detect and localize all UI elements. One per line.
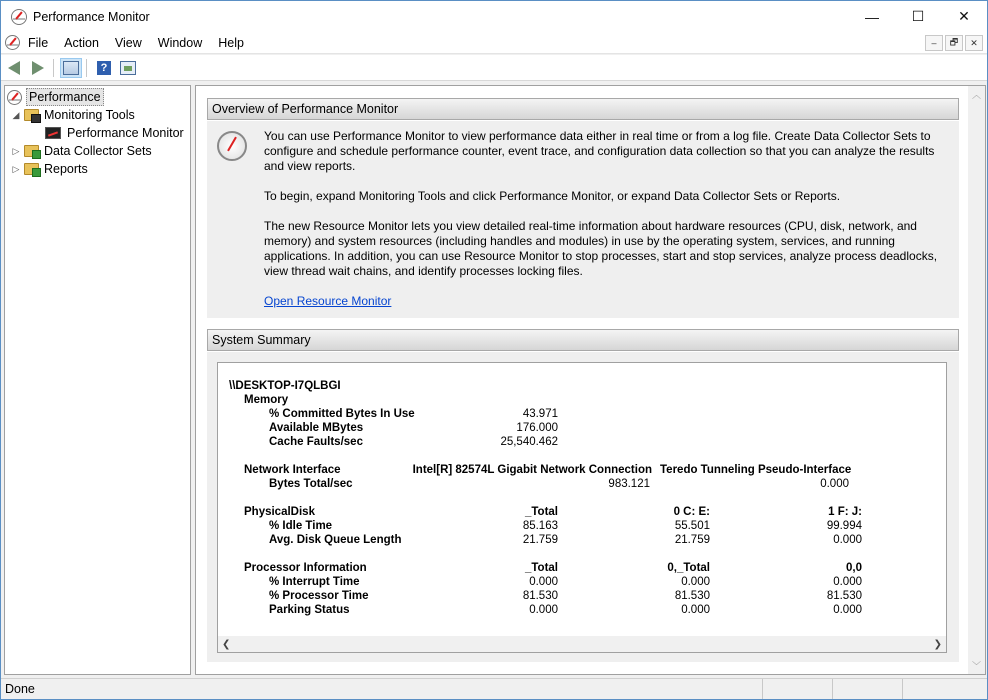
child-minimize-button[interactable]: – — [925, 35, 943, 51]
reports-folder-icon — [24, 163, 39, 175]
counter-value: 0.000 — [820, 478, 849, 490]
counter-value: 21.759 — [674, 534, 710, 546]
tree-item-label: Reports — [44, 162, 88, 176]
counter-value: 0.000 — [833, 604, 862, 616]
counter-name: % Idle Time — [269, 520, 333, 532]
menu-bar — [1, 32, 987, 54]
counter-value: 0.000 — [681, 576, 710, 588]
back-arrow-icon — [8, 61, 20, 75]
show-hide-action-pane-button[interactable] — [117, 58, 139, 78]
child-restore-button[interactable]: 🗗 — [945, 35, 963, 51]
counter-value: 85.163 — [522, 520, 558, 532]
counter-value: 43.971 — [522, 408, 558, 420]
overview-paragraph: You can use Performance Monitor to view performance data either in real time or from a log file. Create Data Collector Sets to configure and schedule performance counter, event trace, and configuration data collection so that you can analyze the results and view reports. — [264, 129, 935, 173]
counter-value: 176.000 — [516, 422, 558, 434]
back-button[interactable] — [3, 58, 25, 78]
counter-value: 0.000 — [681, 604, 710, 616]
counter-value: 0.000 — [529, 576, 558, 588]
monitoring-tools-folder-icon — [24, 109, 39, 121]
instance-header: Intel[R] 82574L Gigabit Network Connection — [412, 464, 652, 476]
network-section-label: Network Interface — [244, 464, 341, 476]
system-summary-panel — [207, 352, 959, 662]
toolbar-separator — [53, 59, 54, 77]
data-collector-sets-folder-icon — [24, 145, 39, 157]
counter-name: Avg. Disk Queue Length — [269, 534, 402, 546]
maximize-button[interactable]: ☐ — [911, 8, 925, 24]
memory-section-label: Memory — [244, 394, 289, 406]
performance-monitor-icon — [11, 9, 27, 25]
console-tree — [4, 85, 191, 675]
menu-window[interactable]: Window — [157, 35, 203, 50]
overview-paragraph: The new Resource Monitor lets you view detailed real-time information about hardware resources (CPU, disk, network, and memory) and system resources (including handles and modules) in use by the operating system, services, and running applications. In addition, you can use Resource Monitor to stop processes, start and stop services, analyze process deadlocks, view thread wait chains, and identify processes locking files. — [264, 219, 938, 278]
resource-monitor-link-container — [264, 294, 954, 309]
help-icon: ? — [97, 61, 111, 75]
system-menu-icon[interactable] — [5, 35, 20, 50]
counter-name: Cache Faults/sec — [269, 436, 363, 448]
scroll-up-icon[interactable]: ︿ — [971, 90, 981, 100]
status-cell — [833, 679, 903, 699]
tree-item-performance[interactable] — [7, 88, 104, 106]
vertical-scrollbar[interactable] — [968, 86, 985, 674]
counter-name: % Committed Bytes In Use — [269, 408, 415, 420]
window-title: Performance Monitor — [33, 9, 150, 24]
counter-name: % Processor Time — [269, 590, 369, 602]
action-pane-icon — [120, 61, 136, 75]
tree-item-label: Monitoring Tools — [44, 108, 135, 122]
tree-item-label: Performance — [26, 88, 104, 106]
counter-value: 81.530 — [674, 590, 710, 602]
performance-gauge-icon — [217, 131, 247, 161]
counter-name: Available MBytes — [269, 422, 364, 434]
tree-item-performance-monitor[interactable] — [45, 124, 187, 142]
counter-value: 55.501 — [674, 520, 710, 532]
counter-name: Parking Status — [269, 604, 350, 616]
instance-header: 0,_Total — [667, 562, 710, 574]
expanded-chevron-icon[interactable]: ◢ — [12, 109, 20, 120]
physical-disk-section-label: PhysicalDisk — [244, 506, 315, 518]
tree-item-label: Data Collector Sets — [44, 144, 152, 158]
forward-arrow-icon — [32, 61, 44, 75]
toolbar — [1, 55, 987, 81]
title-bar — [1, 1, 987, 32]
scroll-right-icon[interactable]: ❯ — [933, 638, 942, 650]
instance-header: _Total — [524, 562, 558, 574]
close-button[interactable]: ✕ — [958, 8, 970, 24]
instance-header: Teredo Tunneling Pseudo-Interface — [660, 464, 852, 476]
counter-value: 0.000 — [833, 534, 862, 546]
toolbar-separator — [86, 59, 87, 77]
help-button[interactable] — [93, 58, 115, 78]
counter-value: 81.530 — [826, 590, 862, 602]
instance-header: _Total — [524, 506, 558, 518]
overview-header[interactable]: Overview of Performance Monitor — [207, 98, 959, 120]
performance-icon — [7, 90, 22, 105]
processor-section-label: Processor Information — [244, 562, 367, 574]
counter-value: 25,540.462 — [500, 436, 558, 448]
counter-name: Bytes Total/sec — [269, 478, 353, 490]
child-window-controls — [925, 35, 983, 51]
tree-item-reports[interactable] — [11, 160, 91, 178]
tree-item-monitoring-tools[interactable] — [11, 106, 138, 124]
counter-value: 0.000 — [529, 604, 558, 616]
system-summary-header[interactable]: System Summary — [207, 329, 959, 351]
counter-value: 0.000 — [833, 576, 862, 588]
console-tree-icon — [63, 61, 79, 75]
instance-header: 1 F: J: — [828, 506, 862, 518]
open-resource-monitor-link[interactable]: Open Resource Monitor — [264, 294, 392, 308]
minimize-button[interactable]: — — [865, 8, 879, 25]
status-text: Done — [1, 679, 763, 699]
system-summary-box — [217, 362, 947, 653]
tree-item-data-collector-sets[interactable] — [11, 142, 155, 160]
window-controls — [849, 1, 987, 32]
overview-paragraph: To begin, expand Monitoring Tools and click Performance Monitor, or expand Data Collector Sets or Reports. — [264, 189, 841, 203]
child-close-button[interactable]: ✕ — [965, 35, 983, 51]
host-name: \\DESKTOP-I7QLBGI — [229, 380, 341, 392]
results-pane — [195, 85, 986, 675]
scroll-down-icon[interactable]: ﹀ — [971, 661, 981, 671]
collapsed-chevron-icon[interactable]: ▷ — [12, 163, 20, 174]
horizontal-scrollbar[interactable] — [218, 636, 946, 652]
scroll-left-icon[interactable]: ❮ — [222, 638, 231, 650]
tree-item-label: Performance Monitor — [67, 126, 184, 140]
performance-monitor-chart-icon — [45, 127, 61, 139]
counter-value: 81.530 — [522, 590, 558, 602]
forward-button[interactable] — [27, 58, 49, 78]
instance-header: 0,0 — [846, 562, 862, 574]
overview-panel — [207, 121, 959, 318]
counter-value: 99.994 — [826, 520, 862, 532]
counter-name: % Interrupt Time — [269, 576, 360, 588]
menu-help[interactable]: Help — [218, 35, 244, 50]
counter-value: 983.121 — [608, 478, 650, 490]
menu-file[interactable]: File — [28, 35, 49, 50]
instance-header: 0 C: E: — [673, 506, 710, 518]
menu-action[interactable]: Action — [64, 35, 99, 50]
menu-view[interactable]: View — [114, 35, 142, 50]
counter-value: 21.759 — [522, 534, 558, 546]
status-bar — [1, 678, 987, 699]
show-hide-console-tree-button[interactable] — [60, 58, 82, 78]
collapsed-chevron-icon[interactable]: ▷ — [12, 145, 20, 156]
status-cell — [763, 679, 833, 699]
